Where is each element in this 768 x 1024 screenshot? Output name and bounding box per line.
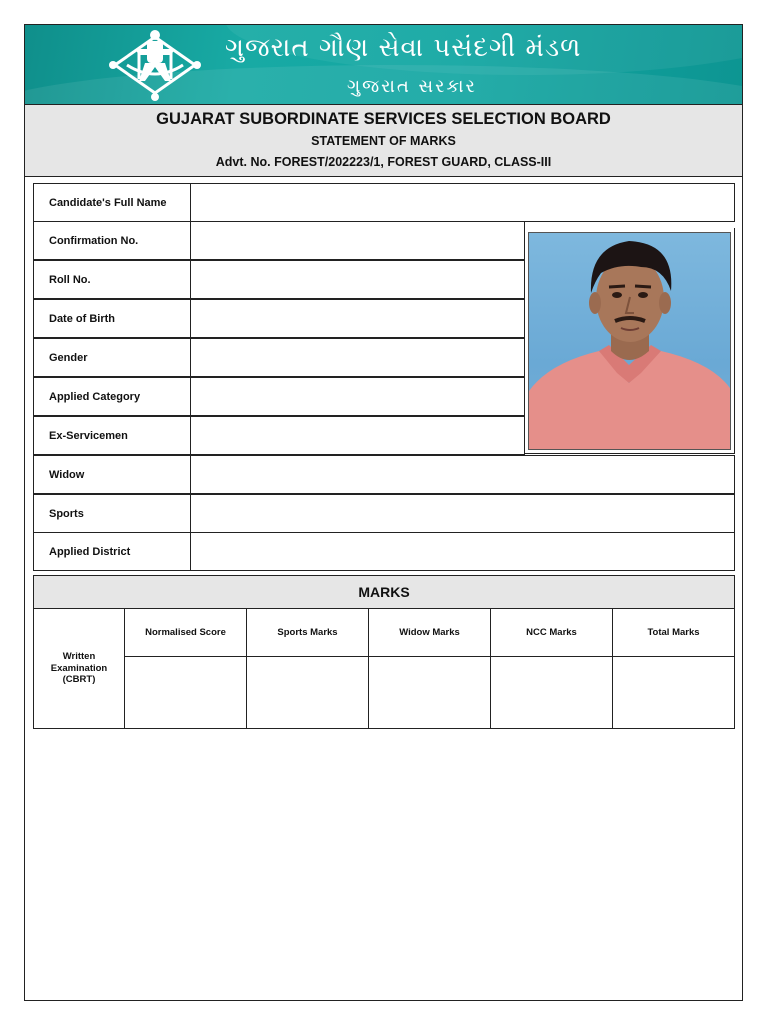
candidate-photo: [528, 232, 731, 450]
detail-label: Sports: [34, 495, 191, 532]
detail-row-roll-no: [33, 260, 525, 299]
detail-label: Roll No.: [34, 261, 191, 298]
detail-value: [191, 261, 524, 298]
detail-label: Applied District: [34, 533, 191, 570]
detail-row-district: [33, 532, 735, 571]
detail-label: Applied Category: [34, 378, 191, 415]
detail-row-gender: [33, 338, 525, 377]
marks-column-sports: [247, 609, 369, 728]
candidate-details-table: [33, 183, 735, 571]
detail-value: [191, 339, 524, 376]
detail-value: [191, 222, 524, 259]
detail-value: [191, 495, 734, 532]
written-exam-label: Written Examination (CBRT): [34, 609, 125, 728]
marks-column-normalised: [125, 609, 247, 728]
banner: [25, 25, 742, 104]
detail-value: [191, 417, 524, 454]
photo-frame: [524, 228, 735, 454]
marks-statement-sheet: [24, 24, 743, 1001]
marks-column-header: Total Marks: [613, 609, 734, 657]
detail-value: [191, 533, 734, 570]
detail-label: Candidate's Full Name: [34, 184, 191, 221]
marks-column-widow: [369, 609, 491, 728]
detail-value: [191, 184, 734, 221]
banner-subtitle: ગુજરાત સરકાર: [347, 76, 477, 97]
marks-column-ncc: [491, 609, 613, 728]
detail-label: Widow: [34, 456, 191, 493]
detail-value: [191, 456, 734, 493]
board-logo-icon: [105, 27, 205, 103]
detail-row-widow: [33, 455, 735, 494]
board-name: GUJARAT SUBORDINATE SERVICES SELECTION BOARD: [156, 110, 611, 128]
detail-row-dob: [33, 299, 525, 338]
detail-label: Ex-Servicemen: [34, 417, 191, 454]
detail-value: [191, 300, 524, 337]
marks-column-header: NCC Marks: [491, 609, 612, 657]
advertisement-line: Advt. No. FOREST/202223/1, FOREST GUARD, CLASS-III: [215, 155, 552, 169]
statement-title: STATEMENT OF MARKS: [311, 134, 456, 148]
candidate-portrait-icon: [529, 233, 731, 450]
detail-row-full-name: [33, 183, 735, 222]
document-header: [25, 104, 742, 177]
detail-label: Gender: [34, 339, 191, 376]
detail-row-ex-servicemen: [33, 416, 525, 455]
marks-column-header: Normalised Score: [125, 609, 246, 657]
detail-row-confirmation: [33, 221, 525, 260]
detail-value: [191, 378, 524, 415]
marks-column-total: [613, 609, 734, 728]
marks-column-header: Sports Marks: [247, 609, 368, 657]
detail-row-sports: [33, 494, 735, 533]
marks-table: [33, 575, 735, 729]
marks-heading: MARKS: [34, 576, 734, 609]
detail-row-category: [33, 377, 525, 416]
detail-label: Confirmation No.: [34, 222, 191, 259]
detail-label: Date of Birth: [34, 300, 191, 337]
marks-column-header: Widow Marks: [369, 609, 490, 657]
banner-title: ગુજરાત ગૌણ સેવા પસંદગી મંડળ: [225, 33, 582, 63]
